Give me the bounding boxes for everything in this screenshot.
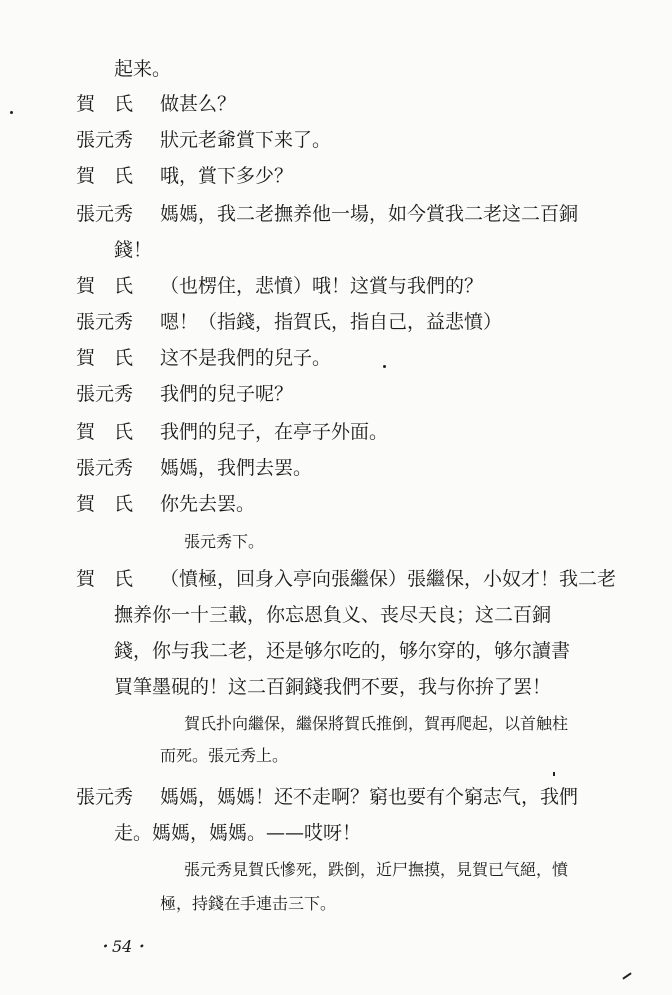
dialogue-line: 撫养你一十三載，你忘恩負义、丧尽天良；这二百銅 — [114, 604, 552, 626]
dialogue-line: 哦，賞下多少？ — [160, 165, 294, 187]
speaker-label: 張元秀 — [76, 457, 134, 479]
speaker-label: 賀 氏 — [76, 165, 134, 187]
speaker-label: 賀 氏 — [76, 568, 134, 590]
dialogue-line: 走。媽媽，媽媽。——哎呀！ — [114, 822, 362, 844]
page-number: ・54・ — [96, 937, 149, 956]
dialogue-line: （憤極，回身入亭向張繼保）張繼保，小奴才！我二老 — [160, 568, 617, 590]
speaker-label: 賀 氏 — [76, 347, 134, 369]
speaker-label: 張元秀 — [76, 786, 134, 808]
stage-direction: 賀氏扑向繼保，繼保將賀氏推倒，賀再爬起，以首触柱 — [184, 714, 569, 733]
stage-direction: 極，持錢在手連击三下。 — [160, 894, 337, 913]
dialogue-line: 我們的兒子呢？ — [160, 383, 294, 405]
stage-direction: 張元秀下。 — [184, 532, 265, 551]
scan-speck — [10, 111, 13, 114]
dialogue-line: 媽媽，我二老撫养他一場，如今賞我二老这二百銅 — [160, 203, 579, 225]
stage-direction: 而死。張元秀上。 — [160, 746, 289, 765]
scan-speck — [383, 365, 386, 368]
stage-direction: 張元秀見賀氏慘死，跌倒，近尸撫摸，見賀已气絕，憤 — [184, 860, 569, 879]
speaker-label: 張元秀 — [76, 129, 134, 151]
dialogue-line: 錢，你与我二老，还是够尔吃的，够尔穿的，够尔讀書 — [114, 640, 571, 662]
dialogue-line: （也楞住，悲憤）哦！这賞与我們的？ — [160, 275, 484, 297]
dialogue-line: 買筆墨硯的！这二百銅錢我們不要，我与你拚了罢！ — [114, 676, 552, 698]
dialogue-line: 起来。 — [114, 58, 172, 80]
dialogue-line: 我們的兒子，在亭子外面。 — [160, 421, 389, 443]
dialogue-line: 这不是我們的兒子。 — [160, 347, 332, 369]
speaker-label: 張元秀 — [76, 203, 134, 225]
speaker-label: 賀 氏 — [76, 493, 134, 515]
speaker-label: 賀 氏 — [76, 421, 134, 443]
scan-speck — [622, 972, 631, 979]
dialogue-line: 媽媽，媽媽！还不走啊？窮也要有个窮志气，我們 — [160, 786, 579, 808]
speaker-label: 張元秀 — [76, 383, 134, 405]
dialogue-line: 狀元老爺賞下来了。 — [160, 129, 332, 151]
dialogue-line: 你先去罢。 — [160, 493, 256, 515]
dialogue-line: 媽媽，我們去罢。 — [160, 457, 313, 479]
speaker-label: 賀 氏 — [76, 93, 134, 115]
dialogue-line: 做甚么？ — [160, 93, 237, 115]
speaker-label: 張元秀 — [76, 311, 134, 333]
dialogue-line: 錢！ — [114, 239, 153, 261]
speaker-label: 賀 氏 — [76, 275, 134, 297]
scan-speck — [553, 772, 555, 776]
dialogue-line: 嗯！（指錢，指賀氏，指自己，益悲憤） — [160, 311, 503, 333]
